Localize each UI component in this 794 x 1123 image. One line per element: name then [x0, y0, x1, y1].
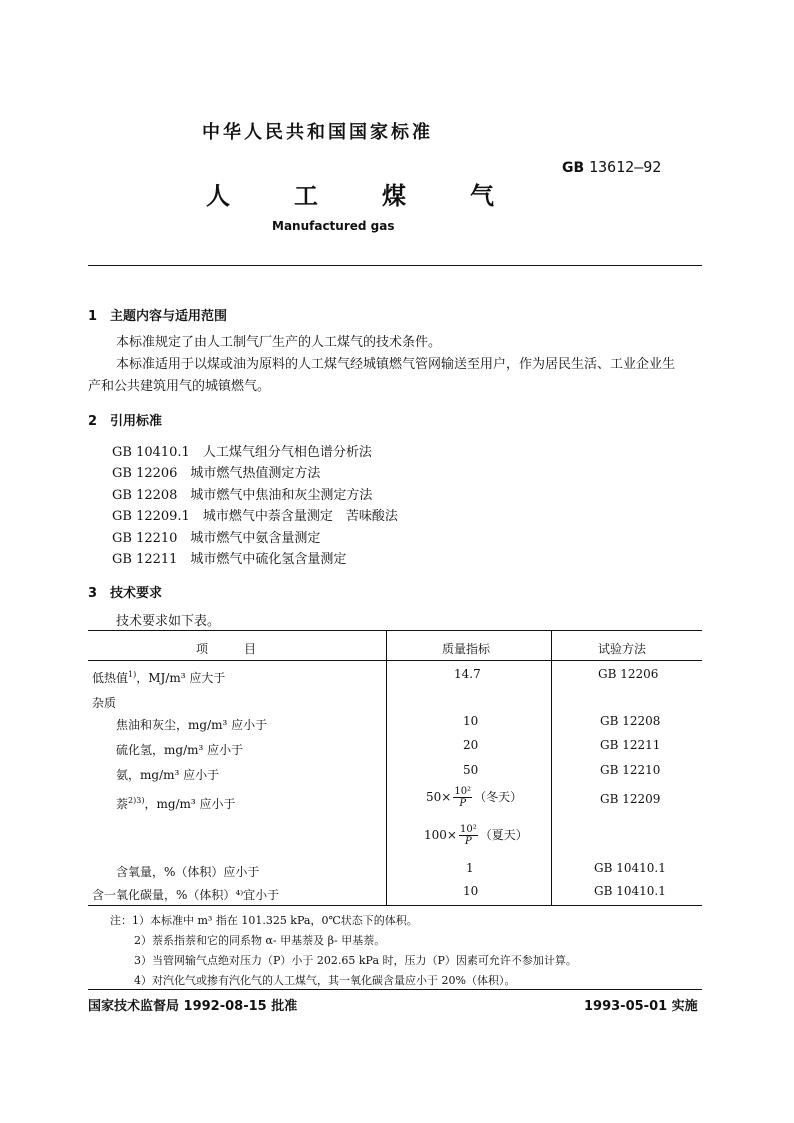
- table-bottom-rule: [88, 905, 702, 906]
- table-note-3: 3）当管网输气点绝对压力（P）小于 202.65 kPa 时，压力（P）因素可允许不参加计算。: [134, 954, 577, 967]
- table-row-method: GB 12206: [598, 667, 659, 681]
- table-row-item: 低热值$^{1)}$，MJ/m³ 应大于: [92, 670, 226, 685]
- reference-item: GB 12209.1 城市燃气中萘含量测定 苦味酸法: [112, 509, 398, 524]
- table-note-2: 2）萘系指萘和它的同系物 α- 甲基萘及 β- 甲基萘。: [134, 934, 386, 947]
- table-row-method: GB 12208: [600, 714, 661, 728]
- section-3-heading: 3 技术要求: [88, 586, 163, 601]
- naphthalene-winter-formula: 50× $\frac{\text{10²}}{P}$ （冬天）: [426, 786, 523, 809]
- table-row-item: 萘$^{2)3)}$，mg/m³ 应小于: [116, 796, 236, 811]
- standard-code-number: 13612—92: [589, 158, 662, 176]
- english-title: Manufactured gas: [272, 219, 395, 233]
- section-1-heading: 1 主题内容与适用范围: [88, 309, 228, 324]
- standard-code: [562, 158, 661, 176]
- table-note-1: 注：1）本标准中 m³ 指在 101.325 kPa，0℃状态下的体积。: [110, 914, 418, 927]
- table-row-method: GB 12209: [600, 792, 661, 806]
- table-row-item: 硫化氢，mg/m³ 应小于: [116, 743, 244, 757]
- table-row-item: 含一氧化碳量，%（体积）⁴⁾宜小于: [92, 888, 280, 902]
- table-row-method: GB 10410.1: [594, 861, 666, 875]
- table-row-value: 50: [463, 763, 479, 777]
- table-row-item: 杂质: [92, 696, 117, 710]
- standard-org-title: 中华人民共和国国家标准: [202, 122, 433, 143]
- table-row-value: 1: [466, 861, 474, 875]
- table-row-value: 10: [463, 714, 479, 728]
- reference-item: GB 12206 城市燃气热值测定方法: [112, 466, 321, 481]
- table-top-rule: [88, 630, 702, 631]
- table-header-item: 项 目: [196, 642, 257, 656]
- table-header-rule: [88, 660, 702, 661]
- document-title: 人工煤气: [206, 182, 558, 210]
- table-row-method: GB 12210: [600, 763, 661, 777]
- table-column-divider: [551, 630, 552, 905]
- effective-date: 1993-05-01 实施: [584, 999, 698, 1014]
- table-column-divider: [386, 630, 387, 905]
- section-1-para-2-line-1: 本标准适用于以煤或油为原料的人工煤气经城镇燃气管网输送至用户，作为居民生活、工业企业生: [116, 357, 676, 372]
- section-3-intro: 技术要求如下表。: [116, 614, 221, 629]
- table-row-value: 20: [463, 738, 479, 752]
- table-note-4: 4）对汽化气或掺有汽化气的人工煤气，其一氧化碳含量应小于 20%（体积）。: [134, 974, 516, 987]
- standard-code-prefix: GB: [562, 160, 585, 176]
- table-row-value: 14.7: [454, 667, 481, 681]
- reference-item: GB 12211 城市燃气中硫化氢含量测定: [112, 552, 347, 567]
- table-row-method: GB 10410.1: [594, 884, 666, 898]
- section-2-heading: 2 引用标准: [88, 414, 163, 429]
- naphthalene-summer-formula: 100× $\frac{\text{10²}}{P}$ （夏天）: [424, 824, 528, 847]
- approval-date: 国家技术监督局 1992-08-15 批准: [88, 999, 298, 1014]
- table-row-item: 含氧量，%（体积）应小于: [116, 865, 260, 879]
- header-divider: [88, 265, 702, 266]
- reference-item: GB 10410.1 人工煤气组分气相色谱分析法: [112, 445, 372, 460]
- table-row-value: 10: [463, 884, 479, 898]
- section-1-para-1: 本标准规定了由人工制气厂生产的人工煤气的技术条件。: [116, 335, 442, 350]
- table-row-item: 氨，mg/m³ 应小于: [116, 768, 220, 782]
- reference-item: GB 12210 城市燃气中氨含量测定: [112, 531, 321, 546]
- footer-divider: [88, 989, 702, 990]
- table-row-item: 焦油和灰尘，mg/m³ 应小于: [116, 718, 268, 732]
- table-header-method: 试验方法: [598, 642, 647, 656]
- section-1-para-2-line-2: 产和公共建筑用气的城镇燃气。: [88, 379, 271, 394]
- table-header-value: 质量指标: [442, 642, 491, 656]
- table-row-method: GB 12211: [600, 738, 661, 752]
- reference-item: GB 12208 城市燃气中焦油和灰尘测定方法: [112, 488, 373, 503]
